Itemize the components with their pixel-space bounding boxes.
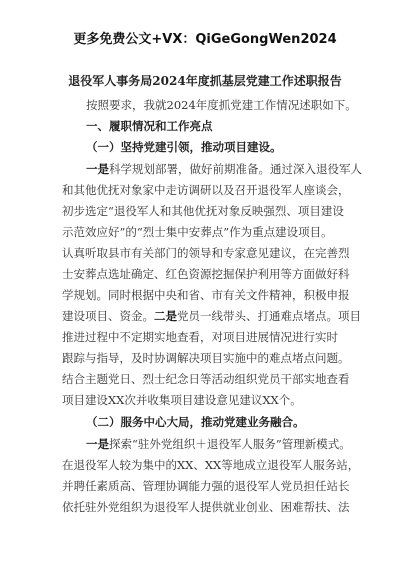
paragraph-line: 推进过程中不定期实地查看，对项目进展情况进行实时 xyxy=(62,330,338,344)
paragraph-line: 学规划。同时根据中央和省、市有关文件精神，积极申报 xyxy=(62,288,350,302)
paragraph-line xyxy=(86,160,362,178)
intro-line: 按照要求，我就2024年度抓党建工作情况述职如下。 xyxy=(86,98,357,112)
paragraph-text: 探索“驻外党组织＋退役军人服务”管理新模式。 xyxy=(109,437,351,451)
subsection-heading-2: （二）服务中心大局，推动党建业务融合。 xyxy=(86,415,305,429)
emphasis-lead: 二是 xyxy=(154,309,177,323)
paragraph-line xyxy=(86,435,362,453)
paragraph-line: 示范效应好”的“烈士集中安葬点”作为重点建设项目。 xyxy=(62,225,333,239)
section-heading-1: 一、履职情况和工作亮点 xyxy=(86,119,213,133)
paragraph-line: 跟踪与指导，及时协调解决项目实施中的难点堵点问题。 xyxy=(62,351,350,365)
subsection-heading-1: （一）坚持党建引领，推动项目建设。 xyxy=(86,140,282,154)
paragraph-line: 士安葬点选址确定、红色资源挖掘保护利用等方面做好科 xyxy=(62,267,350,281)
paragraph-line: 依托驻外党组织为退役军人提供就业创业、困难帮扶、法 xyxy=(62,500,350,514)
emphasis-lead: 一是 xyxy=(86,162,109,176)
paragraph-line: 初步选定“退役军人和其他优抚对象反映强烈、项目建设 xyxy=(62,204,344,218)
paragraph-text: 党员一线带头、打通难点堵点。项目 xyxy=(177,309,361,323)
promo-header: 更多免费公文+VX：QiGeGongWen2024 xyxy=(73,32,337,47)
paragraph-text: 科学规划部署，做好前期准备。通过深入退役军人 xyxy=(109,162,362,176)
paragraph-line: 在退役军人较为集中的XX、XX等地成立退役军人服务站， xyxy=(62,458,360,472)
paragraph-line: 并聘任素质高、管理协调能力强的退役军人党员担任站长 xyxy=(62,479,350,493)
paragraph-text: 建设项目、资金。 xyxy=(62,309,154,323)
paragraph-line xyxy=(62,307,362,325)
paragraph-line: 结合主题党日、烈士纪念日等活动组织党员干部实地查看 xyxy=(62,372,350,386)
paragraph-line: 项目建设XX次并收集项目建设意见建议XX个。 xyxy=(62,393,302,407)
emphasis-lead: 一是 xyxy=(86,437,109,451)
paragraph-line: 和其他优抚对象家中走访调研以及召开退役军人座谈会， xyxy=(62,183,350,197)
paragraph-line: 认真听取县市有关部门的领导和专家意见建议，在完善烈 xyxy=(62,246,350,260)
report-title: 退役军人事务局2024年度抓基层党建工作述职报告 xyxy=(68,74,342,88)
